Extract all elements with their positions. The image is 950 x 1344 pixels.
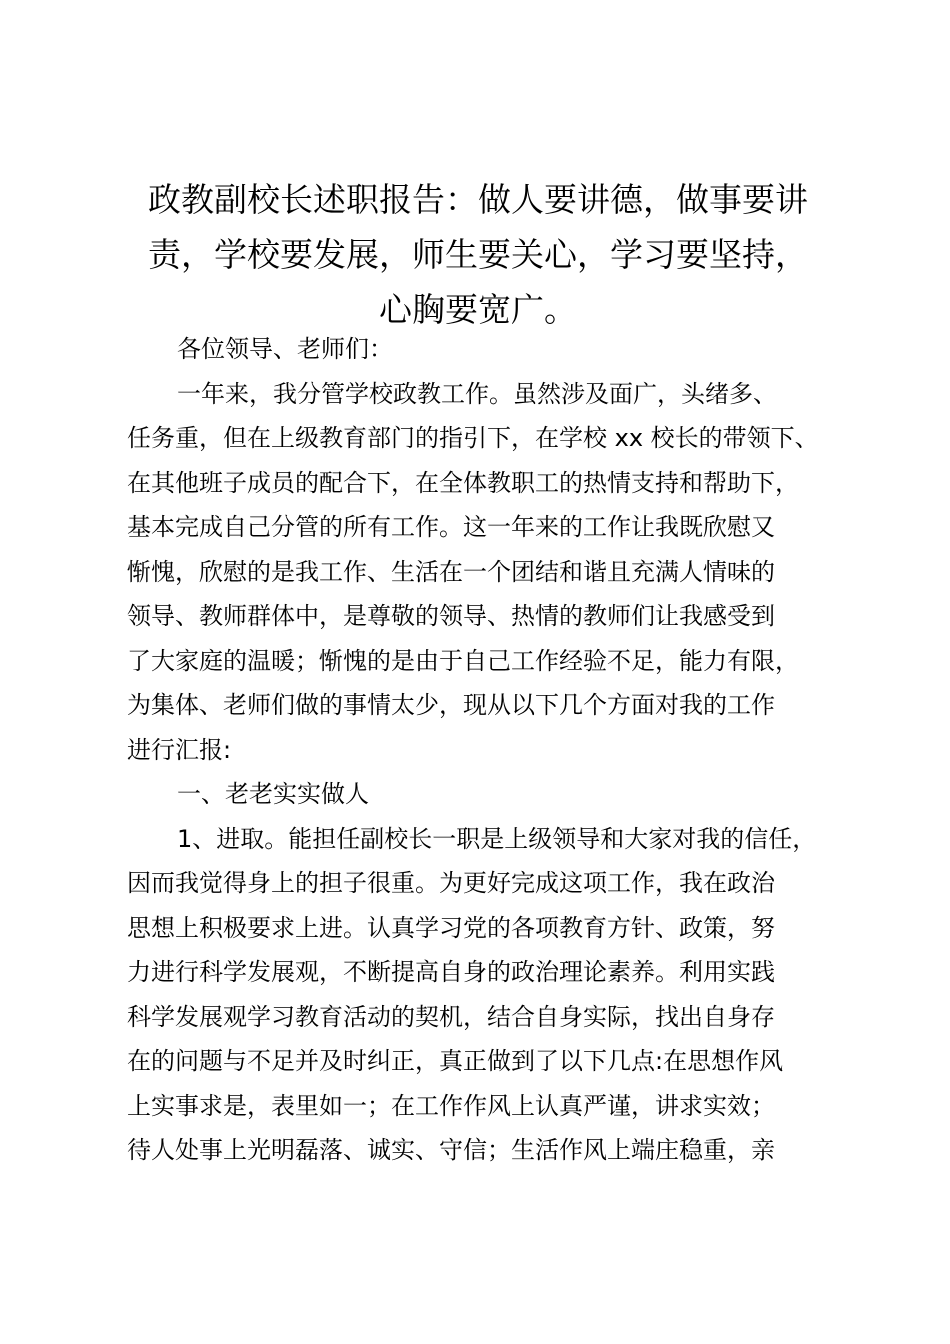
document-title — [120, 172, 836, 337]
body-line: 基本完成自己分管的所有工作。这一年来的工作让我既欣慰又 — [127, 513, 775, 541]
title-line: 责，学校要发展，师生要关心，学习要坚持， — [148, 235, 808, 274]
salutation: 各位领导、老师们： — [177, 335, 393, 363]
body-line: 一年来，我分管学校政教工作。虽然涉及面广，头绪多、 — [177, 379, 777, 408]
body-line: 力进行科学发展观，不断提高自身的政治理论素养。利用实践 — [127, 958, 775, 986]
document-body — [127, 327, 839, 1173]
body-line: 1、进取。能担任副校长一职是上级领导和大家对我的信任， — [177, 824, 817, 853]
body-line: 惭愧，欣慰的是我工作、生活在一个团结和谐且充满人情味的 — [127, 557, 775, 586]
body-line: 了大家庭的温暖；惭愧的是由于自己工作经验不足，能力有限， — [127, 646, 799, 675]
body-line: 上实事求是，表里如一；在工作作风上认真严谨，讲求实效； — [127, 1091, 775, 1120]
body-line: 在其他班子成员的配合下，在全体教职工的热情支持和帮助下， — [127, 468, 799, 497]
body-line: 任务重，但在上级教育部门的指引下，在学校 xx 校长的带领下、 — [127, 424, 819, 452]
body-line: 在的问题与不足并及时纠正，真正做到了以下几点:在思想作风 — [127, 1047, 784, 1075]
body-line: 为集体、老师们做的事情太少，现从以下几个方面对我的工作 — [127, 691, 775, 719]
title-line: 政教副校长述职报告：做人要讲德，做事要讲 — [148, 180, 808, 219]
body-line: 领导、教师群体中，是尊敬的领导、热情的教师们让我感受到 — [127, 602, 775, 630]
section-heading: 一、老老实实做人 — [177, 780, 369, 808]
body-line: 科学发展观学习教育活动的契机，结合自身实际，找出自身存 — [127, 1002, 775, 1031]
body-line: 待人处事上光明磊落、诚实、守信；生活作风上端庄稳重，亲 — [127, 1136, 775, 1164]
body-line: 因而我觉得身上的担子很重。为更好完成这项工作，我在政治 — [127, 869, 775, 897]
title-line: 心胸要宽广。 — [379, 290, 577, 329]
body-line: 思想上积极要求上进。认真学习党的各项教育方针、政策，努 — [127, 913, 775, 942]
body-line: 进行汇报: — [127, 735, 232, 764]
